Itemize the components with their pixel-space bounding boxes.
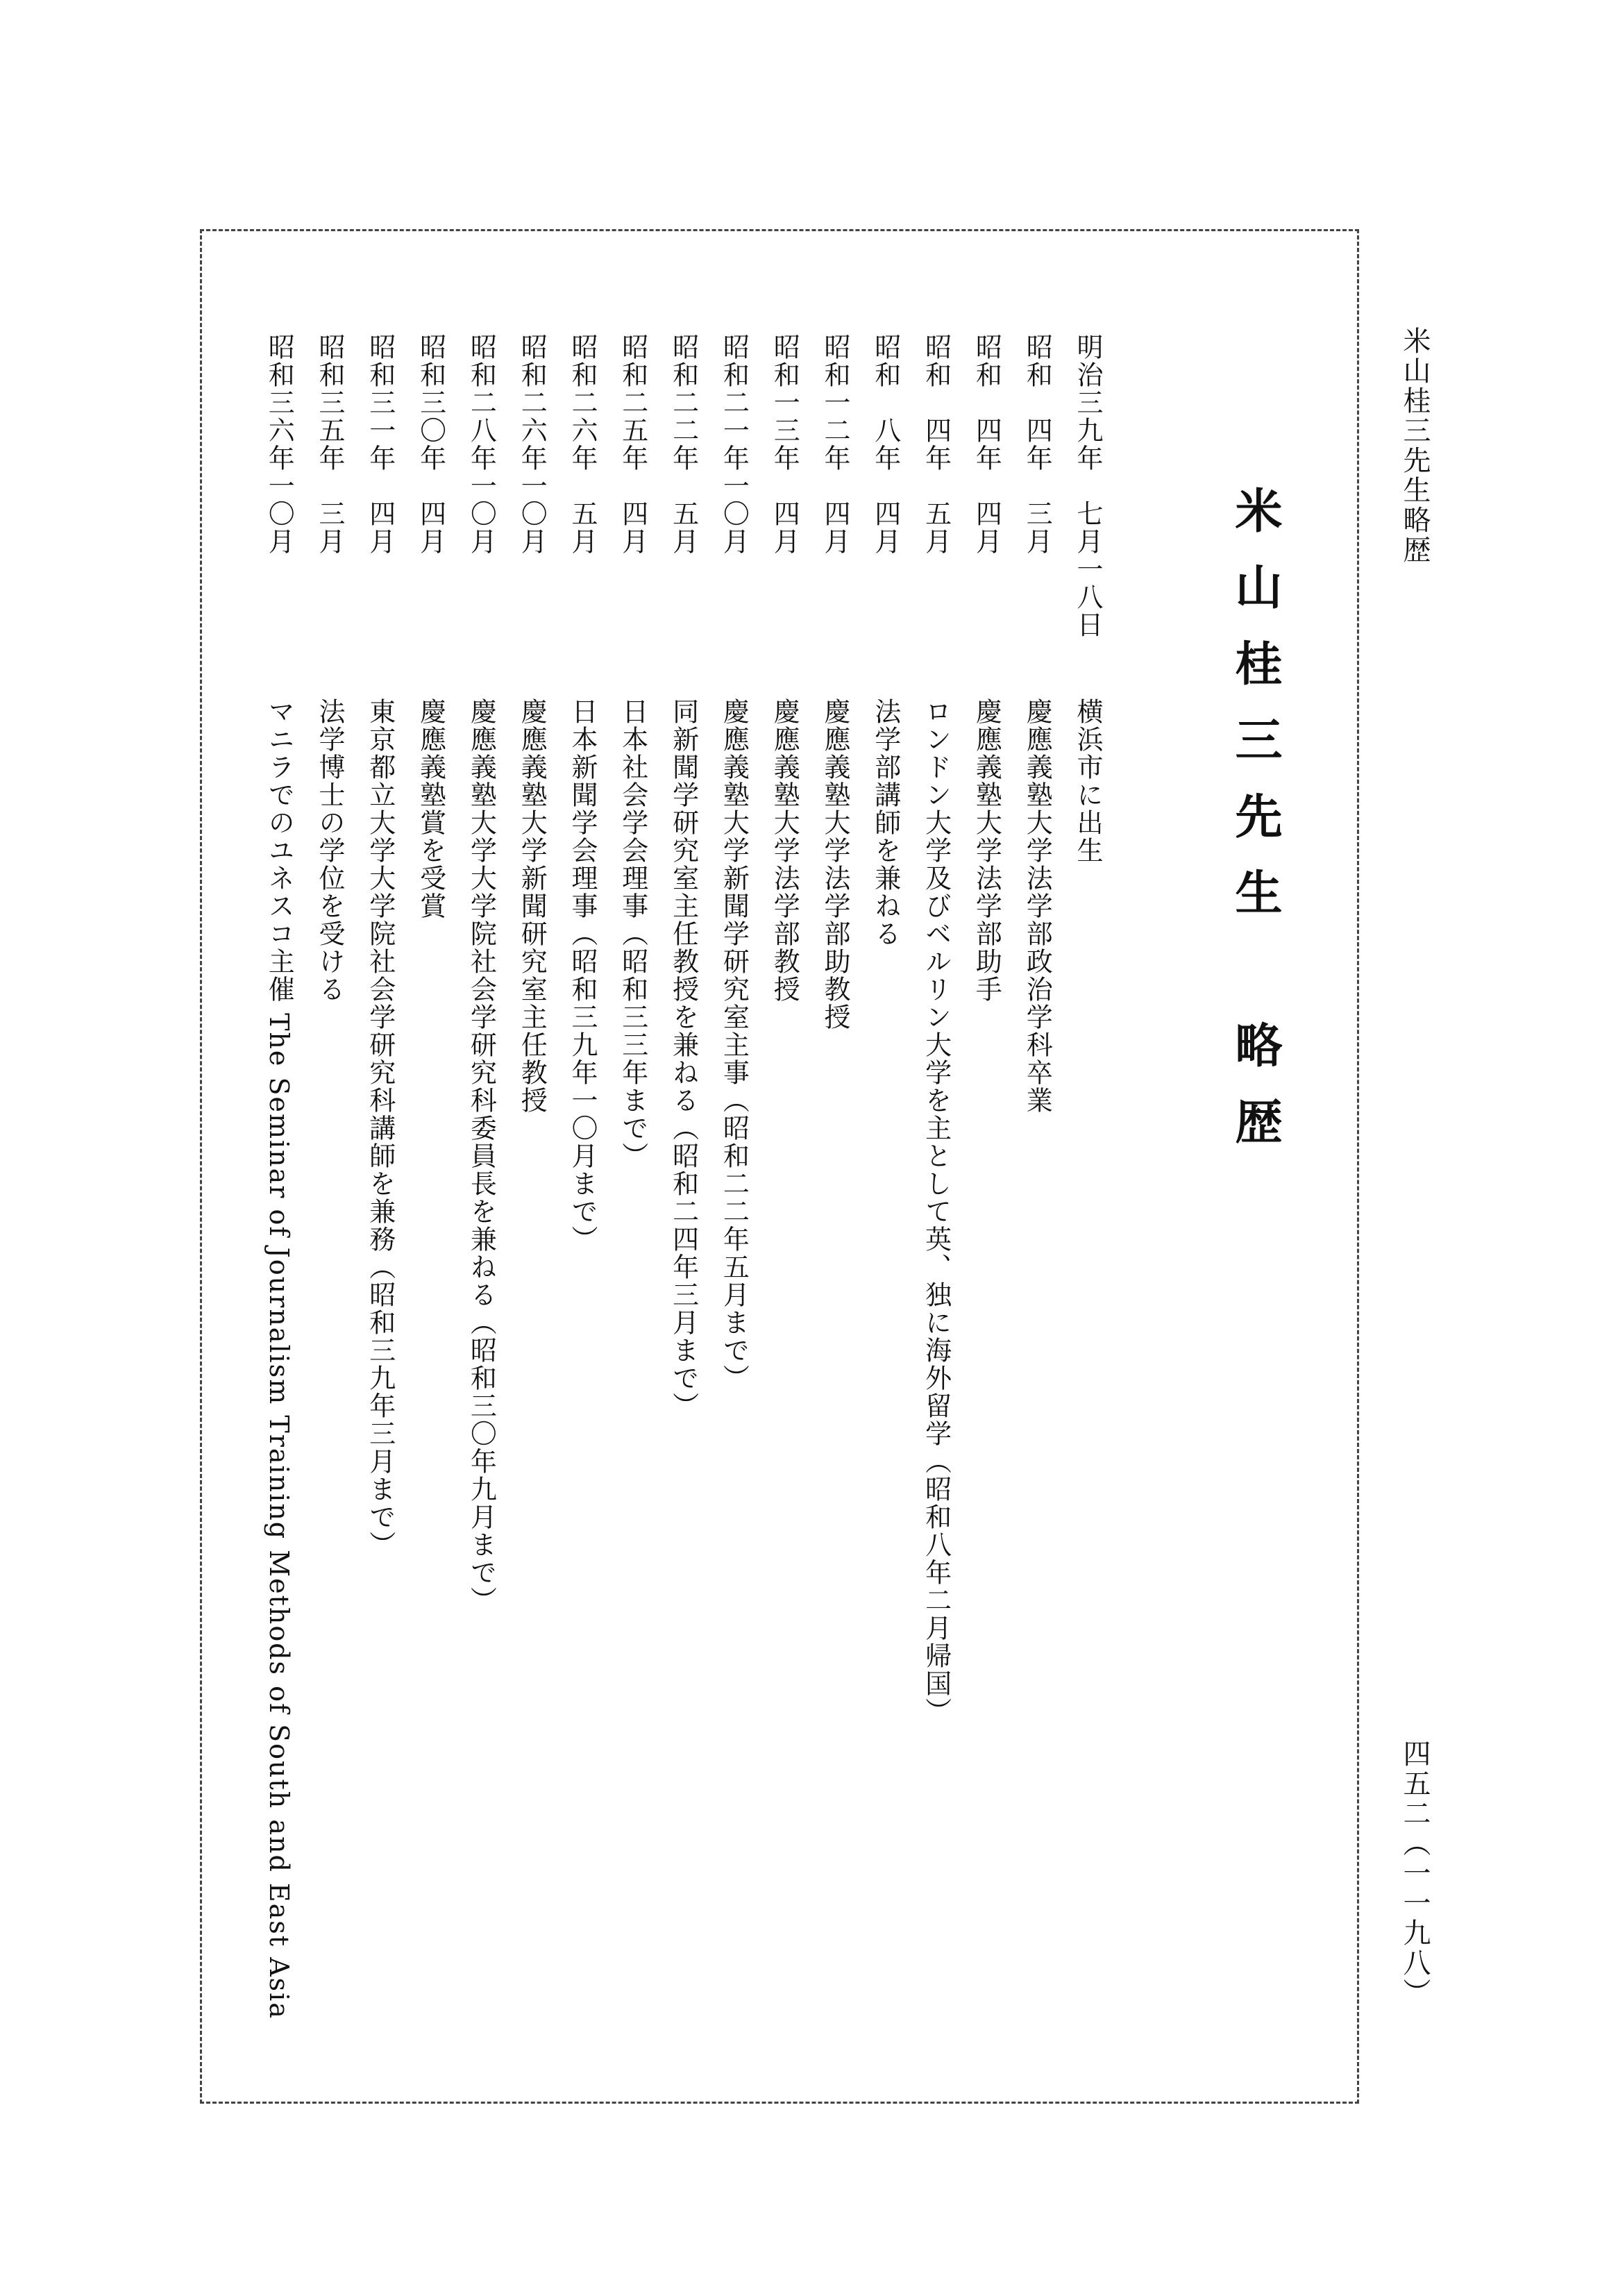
- page-title: 米山桂三先生 略歴: [1227, 486, 1283, 1173]
- entry-date: 昭和 八年 四月: [870, 333, 901, 555]
- entry-date: 昭和 四年 四月: [971, 333, 1002, 555]
- entry-description: 慶應義塾大学法学部教授: [769, 698, 800, 1003]
- entry-description: 慶應義塾大学法学部助教授: [820, 698, 850, 1031]
- entry-date: 昭和 四年 三月: [1022, 333, 1053, 555]
- entry-date: 昭和二五年 四月: [617, 333, 648, 555]
- entry-description: 東京都立大学大学院社会学研究科講師を兼務（昭和三九年三月まで）: [364, 698, 396, 1559]
- entry-date: 昭和三六年一〇月: [264, 333, 295, 555]
- entry-description: マニラでのユネスコ主催 The Seminar of Journalism Training Methods of South and East Asia: [264, 698, 295, 2020]
- entry-date: 昭和二二年 五月: [668, 333, 699, 555]
- entry-description: 同新聞学研究室主任教授を兼ねる（昭和二四年三月まで）: [668, 698, 699, 1420]
- entry-date: 昭和三五年 三月: [314, 333, 345, 555]
- entry-date: 昭和二六年 五月: [567, 333, 598, 555]
- entry-date: 昭和 四年 五月: [920, 333, 952, 555]
- entry-description: 法学博士の学位を受ける: [314, 698, 345, 1003]
- running-head: 米山桂三先生略歴: [1399, 326, 1431, 565]
- entry-date: 明治三九年 七月一八日: [1072, 333, 1103, 639]
- entry-date: 昭和二八年一〇月: [466, 333, 497, 555]
- entry-description: 慶應義塾大学新聞研究室主任教授: [516, 698, 548, 1114]
- entry-description: 慶應義塾大学法学部助手: [971, 698, 1002, 1003]
- page-number: 四五二（一一九八）: [1399, 1739, 1431, 2008]
- entry-description: ロンドン大学及びベルリン大学を主として英、独に海外留学（昭和八年二月帰国）: [920, 698, 952, 1725]
- entry-description: 法学部講師を兼ねる: [870, 698, 901, 948]
- entry-description: 慶應義塾大学法学部政治学科卒業: [1022, 698, 1053, 1114]
- entry-date: 昭和三一年 四月: [364, 333, 396, 555]
- entry-description: 慶應義塾大学新聞学研究室主事（昭和二二年五月まで）: [718, 698, 750, 1392]
- entry-description: 慶應義塾大学大学院社会学研究科委員長を兼ねる（昭和三〇年九月まで）: [466, 698, 497, 1614]
- entry-date: 昭和二一年一〇月: [718, 333, 750, 555]
- entry-description: 日本新聞学会理事（昭和三九年一〇月まで）: [567, 698, 598, 1253]
- entry-description: 横浜市に出生: [1072, 698, 1103, 864]
- entry-description: 日本社会学会理事（昭和三三年まで）: [617, 698, 648, 1170]
- entry-date: 昭和三〇年 四月: [415, 333, 446, 555]
- entry-date: 昭和二六年一〇月: [516, 333, 548, 555]
- entry-date: 昭和一三年 四月: [769, 333, 800, 555]
- entry-date: 昭和一二年 四月: [820, 333, 850, 555]
- entry-description: 慶應義塾賞を受賞: [415, 698, 446, 920]
